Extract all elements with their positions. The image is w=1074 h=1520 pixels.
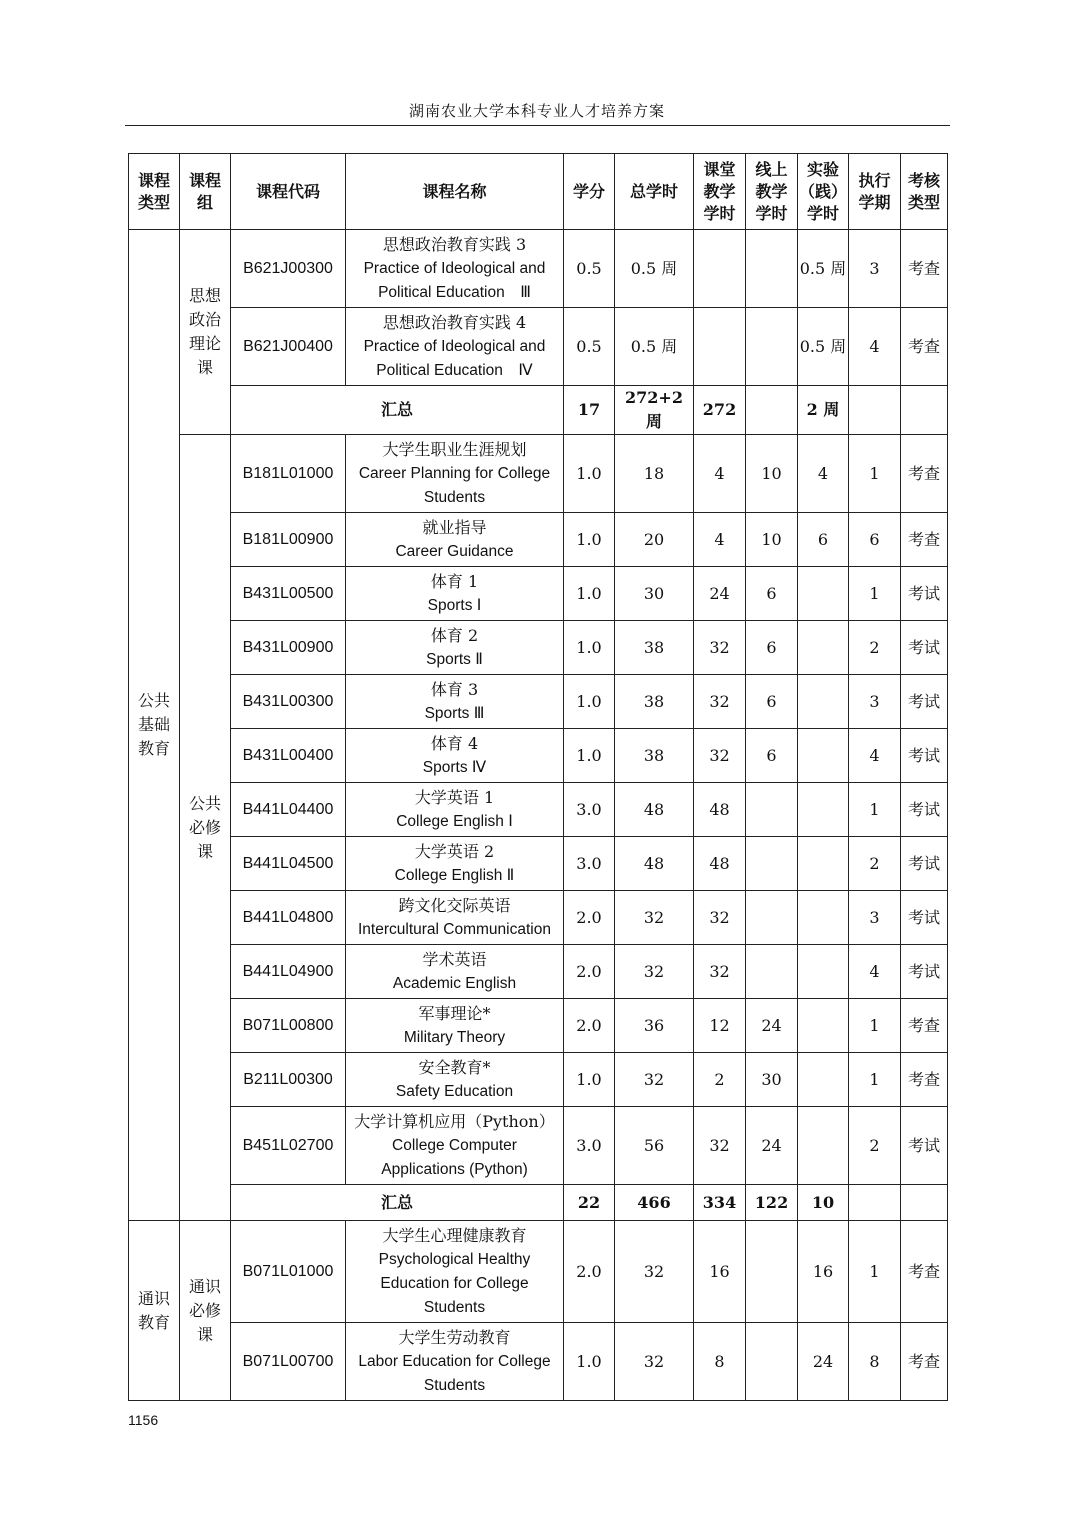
- course-name-cn: 安全教育*: [418, 1057, 491, 1077]
- cell-class: 24: [694, 567, 746, 621]
- course-name-cn: 思想政治教育实践 3: [382, 234, 527, 254]
- cell-lab: 16: [798, 1221, 849, 1323]
- course-name-en: Career Guidance: [395, 542, 514, 560]
- cell-exam: 考试: [901, 783, 948, 837]
- course-name-cn: 大学生心理健康教育: [382, 1225, 527, 1245]
- course-code: B441L04900: [231, 945, 346, 999]
- cell-lab: [798, 567, 849, 621]
- course-name: [346, 1107, 564, 1185]
- total-total: 466: [615, 1185, 694, 1221]
- course-code: B071L00700: [231, 1323, 346, 1401]
- cell-total: 20: [615, 513, 694, 567]
- cell-lab: 6: [798, 513, 849, 567]
- cell-lab: [798, 783, 849, 837]
- cell-term: 1: [849, 435, 901, 513]
- cell-term: 2: [849, 1107, 901, 1185]
- course-type-general: 通识 教育: [129, 1221, 180, 1401]
- table-header-row: [129, 154, 948, 230]
- curriculum-table: [128, 153, 948, 1401]
- cell-term: 6: [849, 513, 901, 567]
- cell-term: 4: [849, 945, 901, 999]
- course-name-cn: 学术英语: [422, 949, 487, 969]
- cell-total: 32: [615, 891, 694, 945]
- course-code: B441L04500: [231, 837, 346, 891]
- total-class: 272: [694, 386, 746, 435]
- course-code: B621J00400: [231, 308, 346, 386]
- course-name-en: Psychological Healthy: [378, 1250, 531, 1268]
- cell-term: 2: [849, 621, 901, 675]
- cell-total: 48: [615, 783, 694, 837]
- course-name-en: Applications (Python): [381, 1160, 528, 1178]
- table-row: [129, 621, 948, 675]
- cell-exam: 考试: [901, 837, 948, 891]
- col-header-online: 线上 教学 学时: [746, 154, 798, 230]
- course-name: [346, 567, 564, 621]
- cell-online: 6: [746, 567, 798, 621]
- cell-credit: 1.0: [564, 1323, 615, 1401]
- course-name-cn: 体育 1: [430, 571, 479, 591]
- course-name-en: Academic English: [392, 974, 517, 992]
- col-header-credit: 学分: [564, 154, 615, 230]
- total-class: 334: [694, 1185, 746, 1221]
- col-header-total: 总学时: [615, 154, 694, 230]
- course-name: [346, 729, 564, 783]
- total-term: [849, 386, 901, 435]
- table-row: [129, 567, 948, 621]
- total-online: [746, 386, 798, 435]
- course-code: B621J00300: [231, 230, 346, 308]
- cell-exam: 考试: [901, 945, 948, 999]
- table-row: [129, 1107, 948, 1185]
- course-name-en: Students: [423, 1298, 486, 1316]
- cell-total: 32: [615, 1221, 694, 1323]
- cell-exam: 考查: [901, 308, 948, 386]
- cell-online: 6: [746, 729, 798, 783]
- course-code: B181L00900: [231, 513, 346, 567]
- cell-term: 1: [849, 567, 901, 621]
- cell-exam: 考查: [901, 513, 948, 567]
- cell-exam: 考查: [901, 1323, 948, 1401]
- cell-lab: [798, 945, 849, 999]
- cell-exam: 考试: [901, 1107, 948, 1185]
- course-name-cn: 思想政治教育实践 4: [382, 312, 527, 332]
- cell-exam: 考查: [901, 999, 948, 1053]
- cell-total: 18: [615, 435, 694, 513]
- course-name: [346, 308, 564, 386]
- total-row: [129, 386, 948, 435]
- table-row: [129, 1323, 948, 1401]
- course-name-en: Sports Ⅰ: [427, 596, 482, 614]
- course-name-en: College Computer: [392, 1136, 517, 1154]
- cell-total: 36: [615, 999, 694, 1053]
- cell-exam: 考试: [901, 567, 948, 621]
- course-group-ideology: 思想 政治 理论 课: [180, 230, 231, 435]
- total-lab: 2 周: [798, 386, 849, 435]
- course-name-cn: 军事理论*: [418, 1003, 491, 1023]
- cell-term: 1: [849, 999, 901, 1053]
- cell-credit: 1.0: [564, 729, 615, 783]
- cell-total: 48: [615, 837, 694, 891]
- course-name-en: Safety Education: [395, 1082, 514, 1100]
- table-row: [129, 837, 948, 891]
- cell-credit: 1.0: [564, 567, 615, 621]
- table-row: [129, 945, 948, 999]
- cell-lab: [798, 837, 849, 891]
- cell-credit: 2.0: [564, 945, 615, 999]
- cell-term: 3: [849, 230, 901, 308]
- course-name-cn: 体育 2: [430, 625, 479, 645]
- course-name-en: College English Ⅱ: [394, 866, 515, 884]
- cell-lab: 24: [798, 1323, 849, 1401]
- total-total: 272+2 周: [615, 386, 694, 435]
- cell-class: 32: [694, 891, 746, 945]
- course-name: [346, 1053, 564, 1107]
- cell-exam: 考试: [901, 621, 948, 675]
- course-name-en: Practice of Ideological and: [363, 337, 546, 355]
- cell-online: 6: [746, 675, 798, 729]
- table-row: [129, 999, 948, 1053]
- cell-lab: [798, 729, 849, 783]
- table-row: [129, 675, 948, 729]
- course-name: [346, 1323, 564, 1401]
- cell-exam: 考试: [901, 675, 948, 729]
- cell-lab: [798, 1053, 849, 1107]
- cell-online: [746, 1221, 798, 1323]
- course-type-public: 公共 基础 教育: [129, 230, 180, 1221]
- cell-term: 1: [849, 783, 901, 837]
- cell-credit: 3.0: [564, 837, 615, 891]
- cell-lab: [798, 999, 849, 1053]
- cell-lab: [798, 621, 849, 675]
- cell-total: 0.5 周: [615, 308, 694, 386]
- cell-lab: 0.5 周: [798, 230, 849, 308]
- course-name-en: Political Education Ⅳ: [376, 361, 533, 379]
- cell-total: 56: [615, 1107, 694, 1185]
- cell-class: 32: [694, 945, 746, 999]
- cell-total: 38: [615, 729, 694, 783]
- total-online: 122: [746, 1185, 798, 1221]
- cell-lab: 4: [798, 435, 849, 513]
- course-name-cn: 大学英语 1: [414, 787, 495, 807]
- course-name: [346, 945, 564, 999]
- col-header-exam: 考核 类型: [901, 154, 948, 230]
- cell-total: 38: [615, 621, 694, 675]
- cell-online: [746, 230, 798, 308]
- course-name-en: Sports Ⅲ: [424, 704, 485, 722]
- course-name: [346, 837, 564, 891]
- course-name-en: Practice of Ideological and: [363, 259, 546, 277]
- table-row: [129, 513, 948, 567]
- cell-total: 30: [615, 567, 694, 621]
- course-name-en: Intercultural Communication: [358, 920, 551, 938]
- course-name-cn: 大学生职业生涯规划: [382, 439, 527, 459]
- cell-online: 6: [746, 621, 798, 675]
- cell-total: 32: [615, 1053, 694, 1107]
- cell-term: 3: [849, 891, 901, 945]
- cell-online: [746, 837, 798, 891]
- header-rule: [125, 125, 950, 126]
- cell-term: 3: [849, 675, 901, 729]
- course-name: [346, 891, 564, 945]
- course-group-public-required: 公共 必修 课: [180, 435, 231, 1221]
- course-name-en: Education for College: [380, 1274, 529, 1292]
- cell-total: 38: [615, 675, 694, 729]
- course-code: B431L00300: [231, 675, 346, 729]
- cell-online: [746, 945, 798, 999]
- course-name-en: Sports Ⅳ: [422, 758, 487, 776]
- cell-class: 12: [694, 999, 746, 1053]
- course-code: B071L00800: [231, 999, 346, 1053]
- table-row: [129, 308, 948, 386]
- course-name-cn: 就业指导: [422, 517, 487, 537]
- total-lab: 10: [798, 1185, 849, 1221]
- course-code: B181L01000: [231, 435, 346, 513]
- cell-credit: 1.0: [564, 513, 615, 567]
- total-credit: 22: [564, 1185, 615, 1221]
- course-code: B071L01000: [231, 1221, 346, 1323]
- table-row: [129, 783, 948, 837]
- cell-credit: 1.0: [564, 1053, 615, 1107]
- cell-term: 1: [849, 1053, 901, 1107]
- cell-lab: 0.5 周: [798, 308, 849, 386]
- cell-class: 32: [694, 621, 746, 675]
- course-name-en: College English Ⅰ: [396, 812, 513, 830]
- cell-exam: 考试: [901, 891, 948, 945]
- course-name-en: Political Education Ⅲ: [378, 283, 531, 301]
- cell-online: 10: [746, 435, 798, 513]
- cell-credit: 1.0: [564, 621, 615, 675]
- course-name: [346, 230, 564, 308]
- cell-exam: 考查: [901, 1221, 948, 1323]
- cell-credit: 2.0: [564, 1221, 615, 1323]
- cell-exam: 考试: [901, 729, 948, 783]
- cell-class: 48: [694, 783, 746, 837]
- cell-class: 32: [694, 1107, 746, 1185]
- course-name: [346, 1221, 564, 1323]
- table-row: [129, 1053, 948, 1107]
- cell-total: 0.5 周: [615, 230, 694, 308]
- page-number: 1156: [128, 1412, 159, 1428]
- course-name-en: Sports Ⅱ: [426, 650, 483, 668]
- course-name-en: Students: [423, 488, 486, 506]
- table-row: [129, 435, 948, 513]
- col-header-class: 课堂 教学 学时: [694, 154, 746, 230]
- course-name-cn: 体育 3: [430, 679, 479, 699]
- cell-credit: 0.5: [564, 230, 615, 308]
- cell-class: [694, 308, 746, 386]
- table-row: [129, 1221, 948, 1323]
- cell-lab: [798, 1107, 849, 1185]
- cell-online: 24: [746, 999, 798, 1053]
- cell-class: [694, 230, 746, 308]
- course-name-en: Career Planning for College: [358, 464, 551, 482]
- course-name: [346, 435, 564, 513]
- cell-term: 4: [849, 308, 901, 386]
- cell-online: 24: [746, 1107, 798, 1185]
- cell-class: 4: [694, 435, 746, 513]
- cell-exam: 考查: [901, 435, 948, 513]
- table-row: [129, 230, 948, 308]
- course-name: [346, 783, 564, 837]
- col-header-name: 课程名称: [346, 154, 564, 230]
- total-row: [129, 1185, 948, 1221]
- course-name: [346, 621, 564, 675]
- cell-credit: 2.0: [564, 999, 615, 1053]
- cell-term: 2: [849, 837, 901, 891]
- cell-term: 1: [849, 1221, 901, 1323]
- course-name-en: Labor Education for College: [358, 1352, 551, 1370]
- course-code: B441L04400: [231, 783, 346, 837]
- cell-online: 30: [746, 1053, 798, 1107]
- course-name: [346, 999, 564, 1053]
- total-term: [849, 1185, 901, 1221]
- cell-total: 32: [615, 945, 694, 999]
- course-name: [346, 675, 564, 729]
- cell-credit: 2.0: [564, 891, 615, 945]
- cell-term: 8: [849, 1323, 901, 1401]
- course-code: B431L00400: [231, 729, 346, 783]
- cell-class: 48: [694, 837, 746, 891]
- course-code: B431L00900: [231, 621, 346, 675]
- course-code: B441L04800: [231, 891, 346, 945]
- cell-credit: 3.0: [564, 1107, 615, 1185]
- course-name-cn: 跨文化交际英语: [398, 895, 511, 915]
- course-code: B451L02700: [231, 1107, 346, 1185]
- course-name-cn: 体育 4: [430, 733, 479, 753]
- cell-class: 8: [694, 1323, 746, 1401]
- cell-exam: 考查: [901, 1053, 948, 1107]
- col-header-lab: 实验 （践） 学时: [798, 154, 849, 230]
- cell-credit: 1.0: [564, 675, 615, 729]
- cell-exam: 考查: [901, 230, 948, 308]
- cell-credit: 3.0: [564, 783, 615, 837]
- col-header-term: 执行 学期: [849, 154, 901, 230]
- cell-credit: 1.0: [564, 435, 615, 513]
- col-header-code: 课程代码: [231, 154, 346, 230]
- table-row: [129, 729, 948, 783]
- total-label: 汇总: [231, 1185, 564, 1221]
- cell-lab: [798, 675, 849, 729]
- cell-online: 10: [746, 513, 798, 567]
- course-name: [346, 513, 564, 567]
- cell-class: 32: [694, 675, 746, 729]
- cell-online: [746, 308, 798, 386]
- cell-class: 32: [694, 729, 746, 783]
- cell-class: 16: [694, 1221, 746, 1323]
- page-header-title: 湖南农业大学本科专业人才培养方案: [408, 102, 665, 120]
- cell-lab: [798, 891, 849, 945]
- course-name-cn: 大学英语 2: [414, 841, 495, 861]
- cell-online: [746, 1323, 798, 1401]
- cell-online: [746, 783, 798, 837]
- cell-class: 4: [694, 513, 746, 567]
- cell-online: [746, 891, 798, 945]
- cell-class: 2: [694, 1053, 746, 1107]
- course-name-en: Students: [423, 1376, 486, 1394]
- course-group-general-required: 通识 必修 课: [180, 1221, 231, 1401]
- course-code: B211L00300: [231, 1053, 346, 1107]
- course-name-en: Military Theory: [403, 1028, 506, 1046]
- total-exam: [901, 1185, 948, 1221]
- col-header-type: 课程 类型: [129, 154, 180, 230]
- course-name-cn: 大学计算机应用（Python）: [354, 1111, 555, 1131]
- table-row: [129, 891, 948, 945]
- course-name-cn: 大学生劳动教育: [398, 1327, 511, 1347]
- cell-term: 4: [849, 729, 901, 783]
- cell-total: 32: [615, 1323, 694, 1401]
- total-exam: [901, 386, 948, 435]
- col-header-group: 课程 组: [180, 154, 231, 230]
- total-label: 汇总: [231, 386, 564, 435]
- cell-credit: 0.5: [564, 308, 615, 386]
- total-credit: 17: [564, 386, 615, 435]
- course-code: B431L00500: [231, 567, 346, 621]
